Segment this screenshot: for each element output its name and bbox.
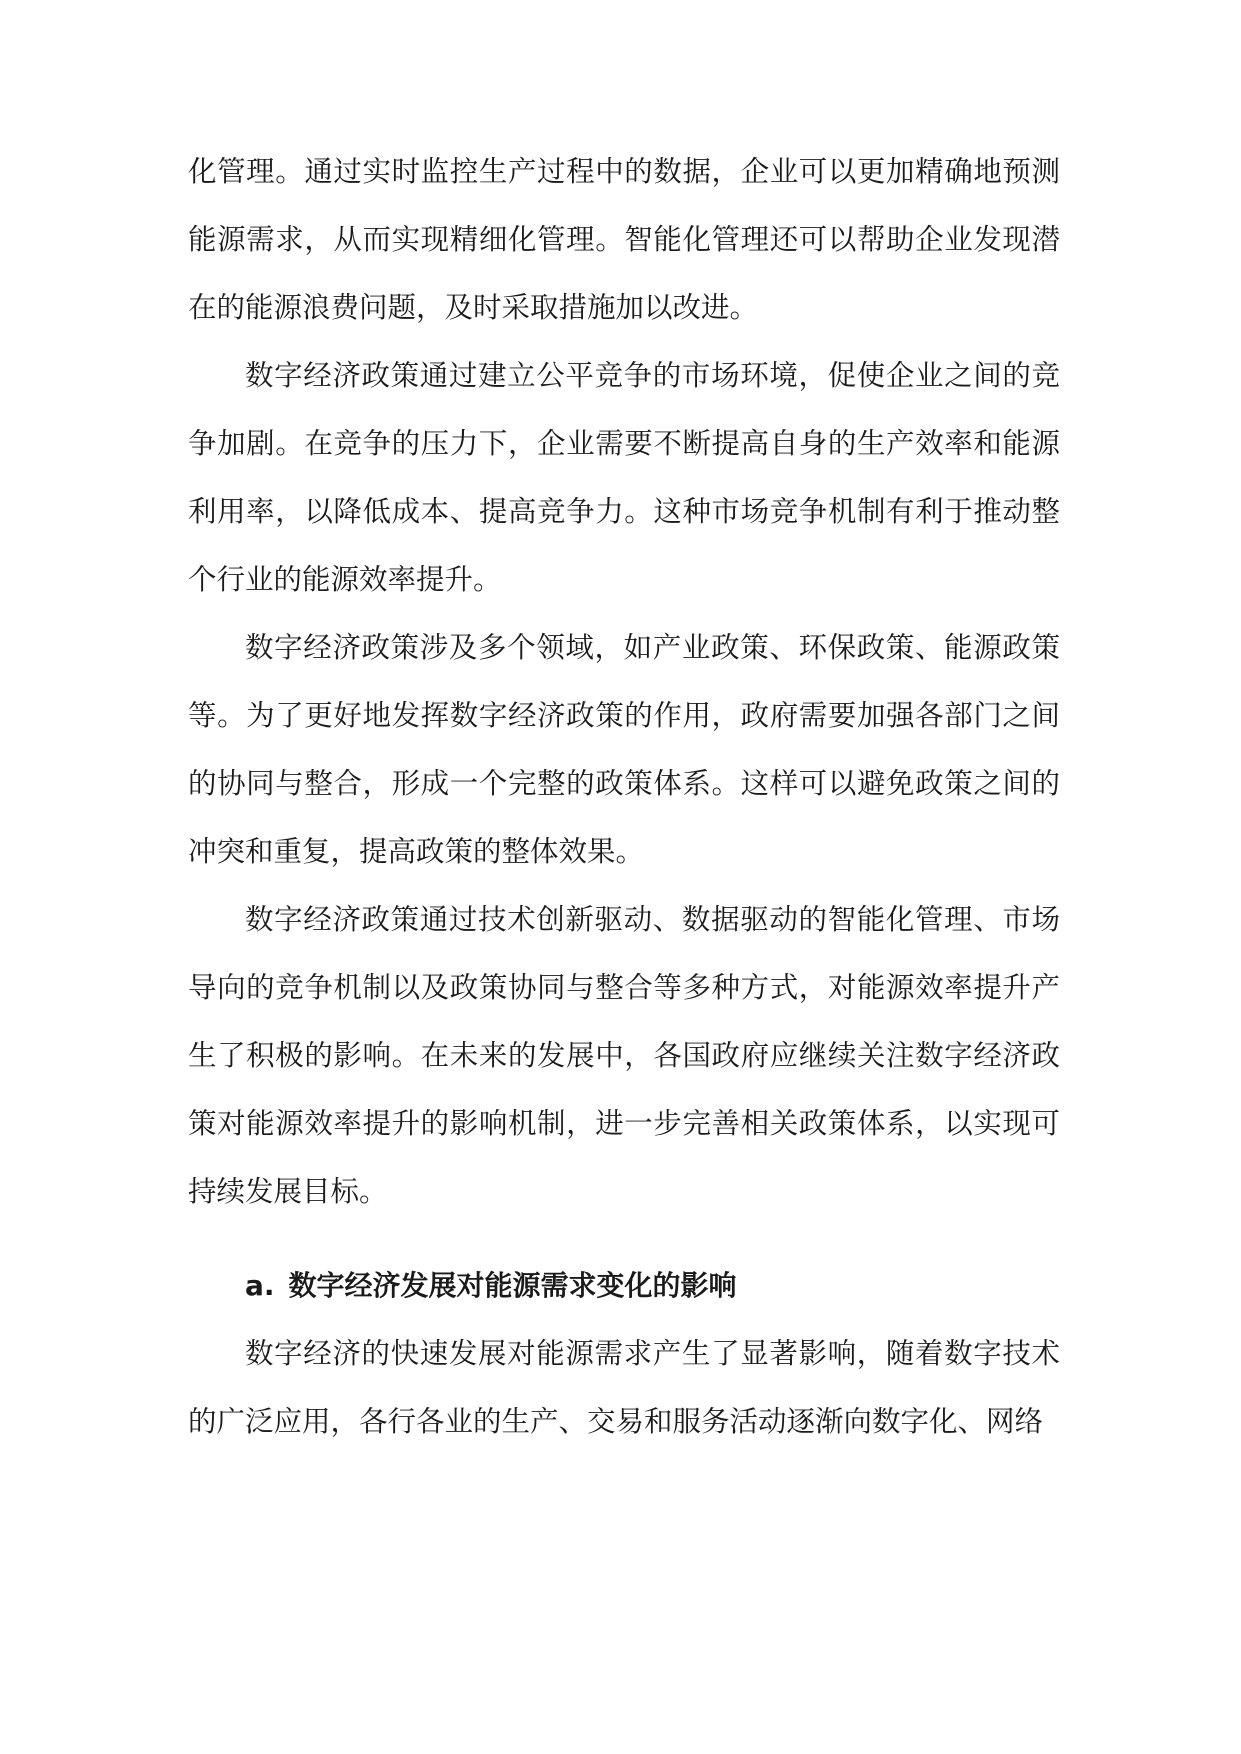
paragraph-policy-coordination: 数字经济政策涉及多个领域，如产业政策、环保政策、能源政策等。为了更好地发挥数字经济政策的作用，政府需要加强各部门之间的协同与整合，形成一个完整的政策体系。这样可以避免政策之间的冲突和重复，提高政策的整体效果。 — [188, 631, 1060, 868]
paragraph-summary: 数字经济政策通过技术创新驱动、数据驱动的智能化管理、市场导向的竞争机制以及政策协同与整合等多种方式，对能源效率提升产生了积极的影响。在未来的发展中，各国政府应继续关注数字经济政策对能源效率提升的影响机制，进一步完善相关政策体系，以实现可持续发展目标。 — [188, 903, 1060, 1208]
document-page — [188, 138, 1060, 1456]
section-heading-text: 数字经济发展对能源需求变化的影响 — [288, 1269, 737, 1302]
paragraph-continued: 化管理。通过实时监控生产过程中的数据，企业可以更加精确地预测能源需求，从而实现精细化管理。智能化管理还可以帮助企业发现潜在的能源浪费问题，及时采取措施加以改进。 — [188, 155, 1060, 324]
section-heading-number: a. — [245, 1269, 275, 1302]
section-heading — [188, 1252, 1060, 1320]
paragraph-market-competition: 数字经济政策通过建立公平竞争的市场环境，促使企业之间的竞争加剧。在竞争的压力下，企业需要不断提高自身的生产效率和能源利用率，以降低成本、提高竞争力。这种市场竞争机制有利于推动整个行业的能源效率提升。 — [188, 359, 1060, 596]
paragraph-energy-demand: 数字经济的快速发展对能源需求产生了显著影响，随着数字技术的广泛应用，各行各业的生产、交易和服务活动逐渐向数字化、网络 — [188, 1337, 1060, 1438]
